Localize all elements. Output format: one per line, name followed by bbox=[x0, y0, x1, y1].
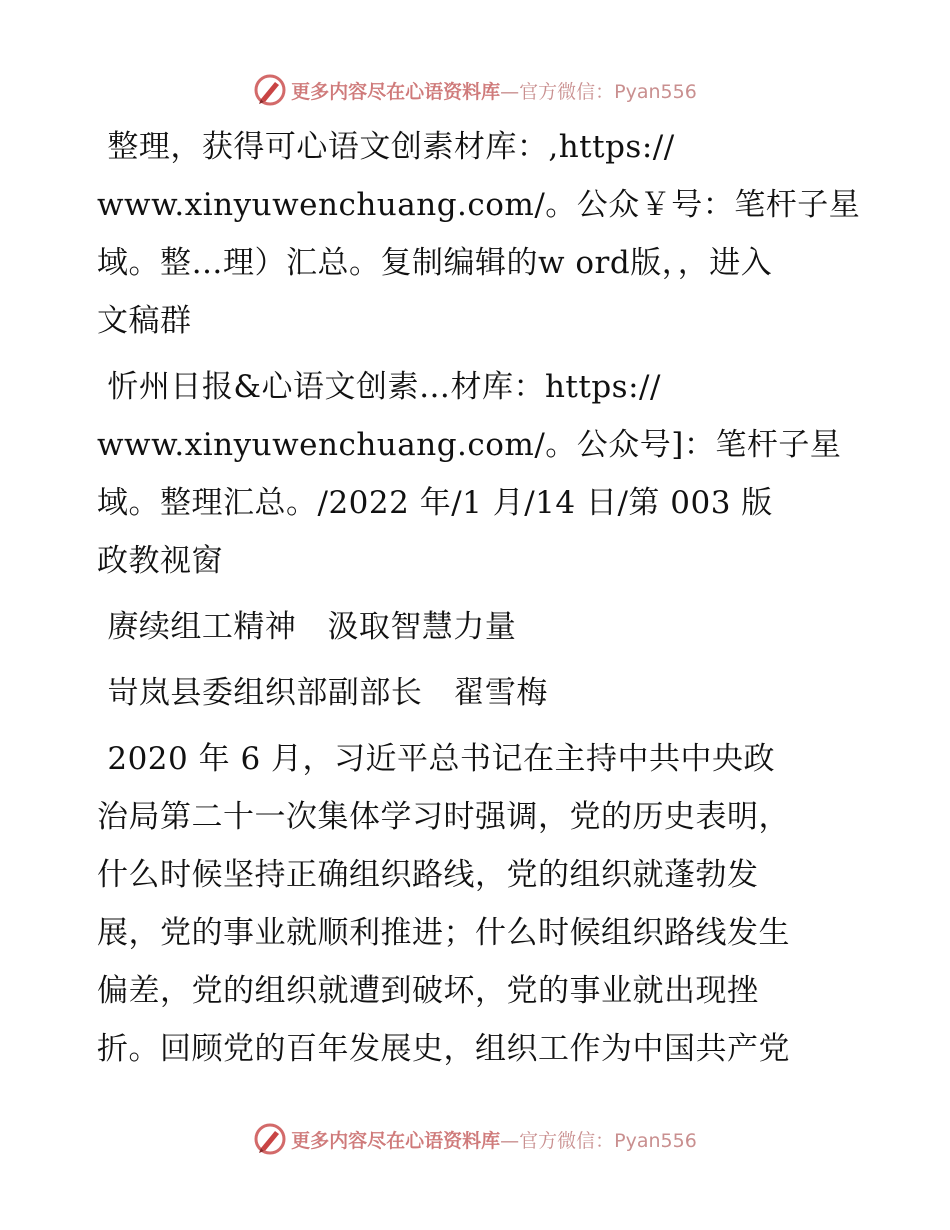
text-line: 忻州日报&心语文创素…材库：https:// bbox=[97, 369, 661, 405]
author-line bbox=[97, 664, 857, 722]
text-line: 整理，获得可心语文创素材库：,https:// bbox=[97, 129, 675, 165]
text-line: 展，党的事业就顺利推进；什么时候组织路线发生 bbox=[97, 915, 790, 951]
text-line: 折。回顾党的百年发展史，组织工作为中国共产党 bbox=[97, 1031, 790, 1067]
header-watermark bbox=[0, 70, 950, 110]
paragraph bbox=[97, 358, 857, 590]
article-title bbox=[97, 598, 857, 656]
text-line: www.xinyuwenchuang.com/。公众号]：笔杆子星 bbox=[97, 427, 842, 463]
text-line: 偏差，党的组织就遭到破坏，党的事业就出现挫 bbox=[97, 973, 759, 1009]
watermark-text: 更多内容尽在心语资料库—官方微信：Pyan556 bbox=[291, 1129, 697, 1152]
watermark-text: 更多内容尽在心语资料库—官方微信：Pyan556 bbox=[291, 80, 697, 103]
text-line: 2020 年 6 月，习近平总书记在主持中共中央政 bbox=[97, 741, 776, 777]
paragraph bbox=[97, 730, 857, 1078]
text-line: 赓续组工精神 汲取智慧力量 bbox=[97, 609, 517, 645]
document-body bbox=[97, 118, 861, 1078]
text-line: 政教视窗 bbox=[97, 543, 223, 579]
text-line: 域。整理汇总。/2022 年/1 月/14 日/第 003 版 bbox=[97, 485, 773, 521]
paragraph bbox=[97, 118, 861, 350]
text-line: 岢岚县委组织部副部长 翟雪梅 bbox=[97, 675, 548, 711]
pen-logo-icon bbox=[253, 1122, 287, 1156]
text-line: 域。整…理）汇总。复制编辑的w ord版，，进入 bbox=[97, 245, 773, 281]
footer-watermark bbox=[0, 1119, 950, 1159]
text-line: 什么时候坚持正确组织路线，党的组织就蓬勃发 bbox=[97, 857, 759, 893]
text-line: 文稿群 bbox=[97, 303, 192, 339]
text-line: 治局第二十一次集体学习时强调，党的历史表明， bbox=[97, 799, 790, 835]
pen-logo-icon bbox=[253, 73, 287, 107]
text-line: www.xinyuwenchuang.com/。公众￥号：笔杆子星 bbox=[97, 187, 861, 223]
